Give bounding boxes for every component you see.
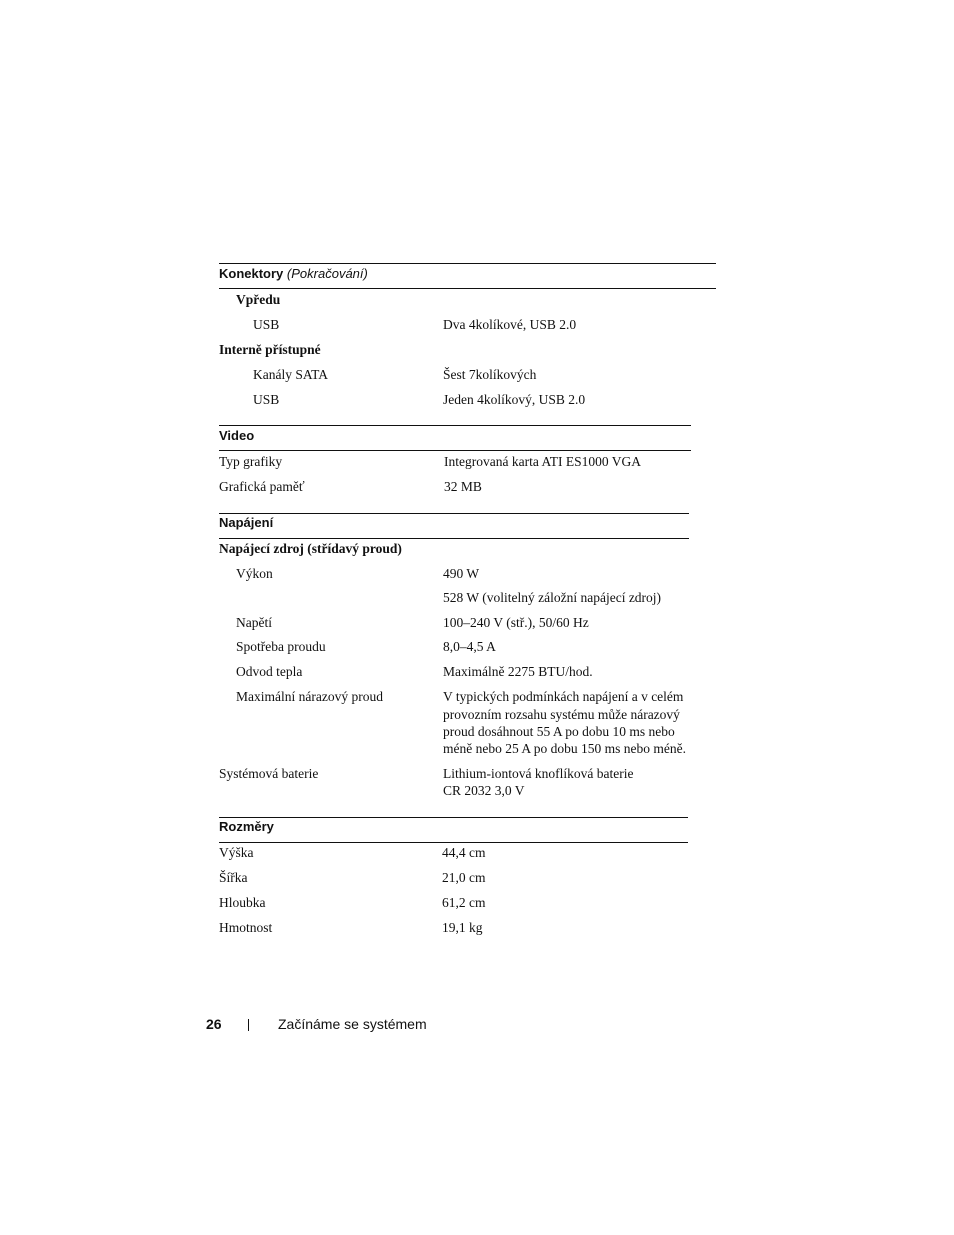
footer-chapter-title: Začínáme se systémem xyxy=(278,1016,427,1032)
heat-value: Maximálně 2275 BTU/hod. xyxy=(443,664,593,679)
voltage-label: Napětí xyxy=(236,615,272,630)
sata-value: Šest 7kolíkových xyxy=(443,367,537,382)
battery-value-line: Lithium-iontová knoflíková baterie xyxy=(443,766,634,781)
inrush-value-line: proud dosáhnout 55 A po dobu 10 ms nebo xyxy=(443,724,675,739)
dimension-label: Hloubka xyxy=(219,895,266,910)
dimensions-title: Rozměry xyxy=(219,819,274,834)
dimension-value: 21,0 cm xyxy=(442,870,486,885)
power-top-rule xyxy=(219,513,689,514)
connectors-heading xyxy=(219,266,368,282)
dimensions-header-rule xyxy=(219,842,688,843)
power-title: Napájení xyxy=(219,515,274,530)
front-usb-value: Dva 4kolíkové, USB 2.0 xyxy=(443,317,577,332)
front-usb-label: USB xyxy=(253,317,280,332)
dimensions-top-rule xyxy=(219,817,688,818)
video-row-value: 32 MB xyxy=(444,479,482,494)
inrush-value-line: provozním rozsahu systému může nárazový xyxy=(443,707,680,722)
inrush-value-line: V typických podmínkách napájení a v celém xyxy=(443,689,684,704)
wattage-value: 490 W xyxy=(443,566,480,581)
voltage-value: 100–240 V (stř.), 50/60 Hz xyxy=(443,615,589,630)
inrush-label: Maximální nárazový proud xyxy=(236,689,383,704)
connectors-top-rule xyxy=(219,263,716,264)
dimension-value: 61,2 cm xyxy=(442,895,486,910)
video-title: Video xyxy=(219,428,255,443)
power-header-rule xyxy=(219,538,689,539)
wattage-label: Výkon xyxy=(236,566,273,581)
sata-label: Kanály SATA xyxy=(253,367,329,382)
video-header-rule xyxy=(219,450,691,451)
front-label: Vpředu xyxy=(236,292,281,307)
power-supply-label: Napájecí zdroj (střídavý proud) xyxy=(219,541,402,556)
connectors-header-rule xyxy=(219,288,716,289)
connectors-title: Konektory xyxy=(219,266,284,281)
video-top-rule xyxy=(219,425,691,426)
battery-value-line: CR 2032 3,0 V xyxy=(443,783,525,798)
current-label: Spotřeba proudu xyxy=(236,639,326,654)
dimension-label: Výška xyxy=(219,845,254,860)
video-row-label: Typ grafiky xyxy=(219,454,283,469)
heat-label: Odvod tepla xyxy=(236,664,303,679)
current-value: 8,0–4,5 A xyxy=(443,639,496,654)
internal-usb-label: USB xyxy=(253,392,280,407)
dimension-value: 44,4 cm xyxy=(442,845,486,860)
wattage-value-redundant: 528 W (volitelný záložní napájecí zdroj) xyxy=(443,590,662,605)
footer-separator xyxy=(248,1019,249,1031)
dimension-label: Šířka xyxy=(219,870,248,885)
page-number: 26 xyxy=(206,1016,222,1032)
connectors-title-suffix: (Pokračování) xyxy=(286,266,368,281)
inrush-value-line: méně nebo 25 A po dobu 150 ms nebo méně. xyxy=(443,741,686,756)
internal-usb-value: Jeden 4kolíkový, USB 2.0 xyxy=(443,392,586,407)
dimension-value: 19,1 kg xyxy=(442,920,483,935)
dimension-label: Hmotnost xyxy=(219,920,273,935)
video-row-value: Integrovaná karta ATI ES1000 VGA xyxy=(444,454,641,469)
battery-label: Systémová baterie xyxy=(219,766,319,781)
video-row-label: Grafická paměť xyxy=(219,479,305,494)
internal-label: Interně přístupné xyxy=(219,342,321,357)
